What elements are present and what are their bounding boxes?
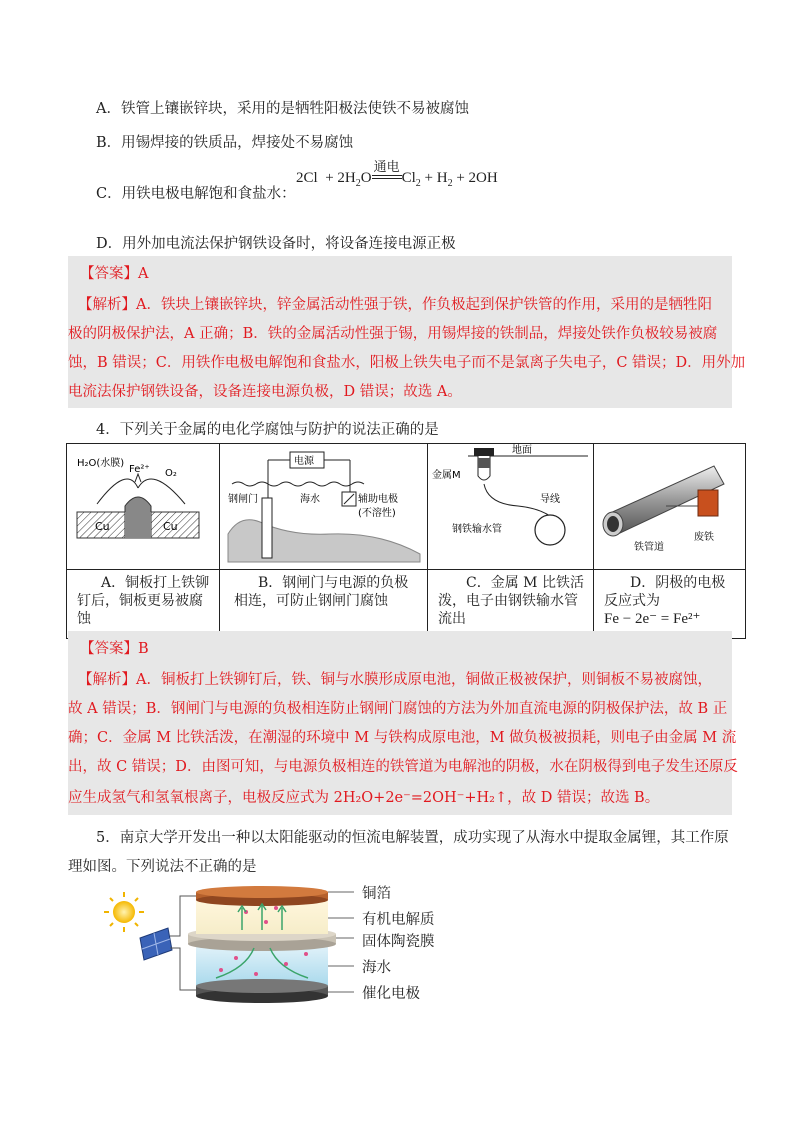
q3-answer: 【答案】A (80, 266, 149, 282)
label-ceramic-membrane: 固体陶瓷膜 (362, 934, 435, 950)
solar-panel-icon (140, 928, 172, 960)
o2-label: O₂ (165, 468, 177, 479)
sea-label: 海水 (300, 494, 320, 505)
q3-analysis-line-1: 【解析】A．铁块上镶嵌锌块，锌金属活动性强于铁，作负极起到保护铁管的作用，采用的是牺牲阳 (78, 297, 712, 313)
q4-analysis-line-3: 确；C．金属 M 比铁活泼，在潮湿的环境中 M 与铁构成原电池，M 做负极被损耗，则电子由金属 M 流 (68, 730, 737, 746)
scrap-iron-label: 废铁 (694, 532, 714, 543)
q4-figure-a (67, 444, 220, 570)
q4-analysis-line-4: 出，故 C 错误；D．由图可知，与电源负极相连的铁管道为电解池的阴极，水在阴极得到电子发生还原反 (68, 759, 738, 775)
electrolysis-condition: 通电 (373, 160, 400, 175)
label-copper-foil: 铜箔 (362, 886, 391, 902)
q3-option-b: B．用锡焊接的铁质品，焊接处不易腐蚀 (96, 135, 354, 151)
q3-analysis-line-4: 电流法保护钢铁设备，设备连接电源负极，D 错误；故选 A。 (68, 384, 462, 400)
label-organic-electrolyte: 有机电解质 (362, 912, 435, 928)
sun-icon (104, 892, 144, 932)
q3-answer-block (68, 256, 746, 408)
q5-stem-line-2: 理如图。下列说法不正确的是 (68, 859, 257, 875)
q3-option-c-equation: $2Cl + 2H_2O$ 通电 $Cl_2 + H_2 + 2OH$ (296, 170, 498, 189)
insoluble-label: (不溶性) (358, 508, 396, 519)
q4-answer: 【答案】B (80, 641, 149, 657)
q4-answer-block (68, 631, 738, 815)
cathode-equation: Fe − 2e⁻ = Fe²⁺ (604, 611, 701, 627)
q4-analysis-line-2: 故 A 错误；B．钢闸门与电源的负极相连防止钢闸门腐蚀的方法为外加直流电源的阴极保护法，故 B 正 (68, 701, 728, 717)
q3-option-c: C．用铁电极电解饱和食盐水： (96, 186, 296, 202)
pipe-label: 钢铁输水管 (452, 524, 502, 535)
q4-figure-d (594, 444, 746, 570)
q4-option-c: C．金属 M 比铁活 泼，电子由钢铁输水管 流出 (428, 570, 594, 639)
q4-figure-b (220, 444, 428, 570)
q3-option-a: A．铁管上镶嵌锌块，采用的是牺牲阳极法使铁不易被腐蚀 (96, 101, 469, 117)
q4-figure-c (428, 444, 594, 570)
metal-m-label: 金属M (432, 470, 461, 481)
aux-electrode-label: 辅助电极 (358, 494, 398, 505)
power-label: 电源 (294, 456, 314, 467)
q4-analysis-line-5: 应生成氢气和氢氧根离子，电极反应式为 2H₂O+2e⁻=2OH⁻+H₂↑，故 D 错误；故选 B。 (68, 790, 660, 806)
q4-option-a: A．铜板打上铁铆 钉后，铜板更易被腐 蚀 (67, 570, 220, 639)
fe-ion-label: Fe²⁺ (129, 464, 150, 475)
q5-stem-line-1: 5．南京大学开发出一种以太阳能驱动的恒流电解装置，成功实现了从海水中提取金属锂，其工作原 (96, 830, 729, 846)
iron-pipe-label: 铁管道 (634, 542, 664, 553)
label-catalyst-electrode: 催化电极 (362, 986, 420, 1002)
q4-option-b: B．钢闸门与电源的负极 相连，可防止钢闸门腐蚀 (220, 570, 428, 639)
q3-analysis-line-2: 极的阴极保护法，A 正确；B．铁的金属活动性强于锡，用锡焊接的铁制品，焊接处铁作负极较易被腐 (68, 326, 718, 342)
cu-left-label: Cu (95, 520, 110, 533)
q3-option-d: D．用外加电流法保护钢铁设备时，将设备连接电源正极 (96, 236, 456, 252)
q4-option-d: D．阴极的电极 反应式为 Fe − 2e⁻ = Fe²⁺ (594, 570, 746, 639)
q3-analysis-line-3: 蚀，B 错误；C．用铁作电极电解饱和食盐水，阳极上铁失电子而不是氯离子失电子，C 错误；D．用外加 (68, 355, 746, 371)
cu-right-label: Cu (163, 520, 178, 533)
label-seawater: 海水 (362, 960, 391, 976)
wire-label: 导线 (540, 494, 560, 505)
q5-diagram (96, 878, 456, 1028)
q4-stem: 4．下列关于金属的电化学腐蚀与防护的说法正确的是 (96, 422, 439, 438)
gate-label: 钢闸门 (228, 494, 258, 505)
q4-options-table (66, 443, 746, 639)
ground-label: 地面 (512, 445, 532, 456)
water-film-label: H₂O(水膜) (77, 458, 125, 469)
q4-analysis-line-1: 【解析】A．铜板打上铁铆钉后，铁、铜与水膜形成原电池，铜做正极被保护，则铜板不易被腐蚀， (78, 672, 712, 688)
